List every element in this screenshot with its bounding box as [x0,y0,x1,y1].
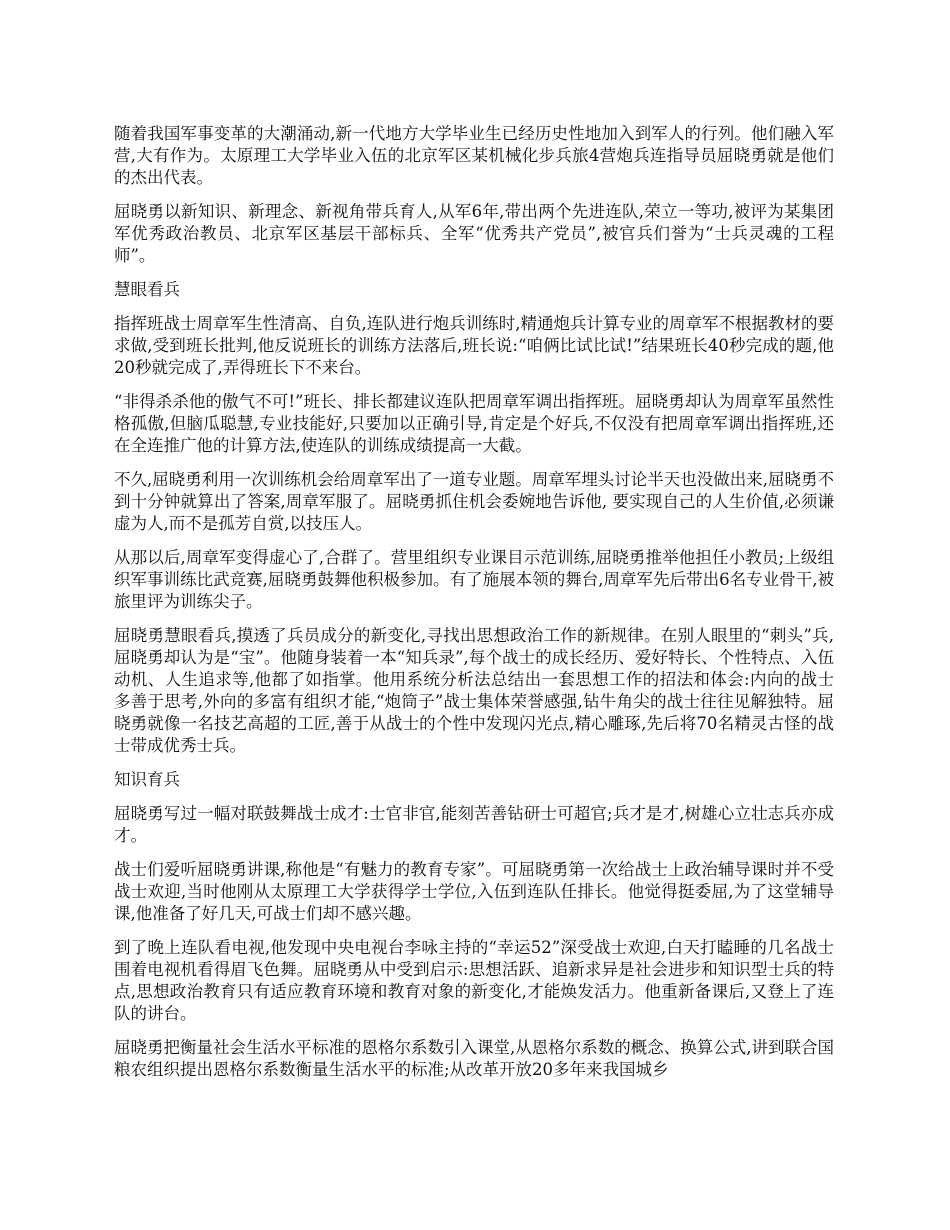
paragraph: 屈晓勇把衡量社会生活水平标准的恩格尔系数引入课堂,从恩格尔系数的概念、换算公式,讲到联合国粮农组织提出恩格尔系数衡量生活水平的标准;从改革开放20多年来我国城乡 [114,1038,834,1079]
paragraph: 到了晚上连队看电视,他发现中央电视台李咏主持的“幸运52”深受战士欢迎,白天打瞌睡的几名战士围着电视机看得眉飞色舞。屈晓勇从中受到启示:思想活跃、追新求异是社会进步和知识型士兵的特点,思想政治教育只有适应教育环境和教育对象的新变化,才能焕发活力。他重新备课后,又登上了连队的讲台。 [114,938,834,1023]
paragraph: 不久,屈晓勇利用一次训练机会给周章军出了一道专业题。周章军埋头讨论半天也没做出来,屈晓勇不到十分钟就算出了答案,周章军服了。屈晓勇抓住机会委婉地告诉他, 要实现自己的人生价值,必须谦虚为人,而不是孤芳自赏,以技压人。 [114,470,834,533]
section-heading-zhishi: 知识育兵 [114,770,180,789]
paragraph: 战士们爱听屈晓勇讲课,称他是“有魅力的教育专家”。可屈晓勇第一次给战士上政治辅导课时并不受战士欢迎,当时他刚从太原理工大学获得学士学位,入伍到连队任排长。他觉得挺委屈,为了这堂辅导课,他准备了好几天,可战士们却不感兴趣。 [114,860,834,923]
paragraph-intro: 随着我国军事变革的大潮涌动,新一代地方大学毕业生已经历史性地加入到军人的行列。他们融入军营,大有作为。太原理工大学毕业入伍的北京军区某机械化步兵旅4营炮兵连指导员屈晓勇就是他们的杰出代表。 [114,124,834,187]
paragraph: “非得杀杀他的傲气不可!”班长、排长都建议连队把周章军调出指挥班。屈晓勇却认为周章军虽然性格孤傲,但脑瓜聪慧,专业技能好,只要加以正确引导,肯定是个好兵,不仅没有把周章军调出指挥班,还在全连推广他的计算方法,使连队的训练成绩提高一大截。 [114,392,834,455]
paragraph: 指挥班战士周章军生性清高、自负,连队进行炮兵训练时,精通炮兵计算专业的周章军不根据教材的要求做,受到班长批判,他反说班长的训练方法落后,班长说:“咱俩比试比试!”结果班长40秒完成的题,他20秒就完成了,弄得班长下不来台。 [114,314,834,377]
document-page [114,123,834,1093]
paragraph: 从那以后,周章军变得虚心了,合群了。营里组织专业课目示范训练,屈晓勇推举他担任小教员;上级组织军事训练比武竞赛,屈晓勇鼓舞他积极参加。有了施展本领的舞台,周章军先后带出6名专业骨干,被旅里评为训练尖子。 [114,548,834,611]
section-heading-huiyan: 慧眼看兵 [114,280,180,299]
paragraph-summary: 屈晓勇以新知识、新理念、新视角带兵育人,从军6年,带出两个先进连队,荣立一等功,被评为某集团军优秀政治教员、北京军区基层干部标兵、全军“优秀共产党员”,被官兵们誉为“士兵灵魂的工程师”。 [114,202,834,265]
paragraph: 屈晓勇慧眼看兵,摸透了兵员成分的新变化,寻找出思想政治工作的新规律。在别人眼里的“刺头”兵,屈晓勇却认为是“宝”。他随身装着一本“知兵录”,每个战士的成长经历、爱好特长、个性特点、入伍动机、人生追求等,他都了如指掌。他用系统分析法总结出一套思想工作的招法和体会:内向的战士多善于思考,外向的多富有组织才能,“炮筒子”战士集体荣誉感强,钻牛角尖的战士往往见解独特。屈晓勇就像一名技艺高超的工匠,善于从战士的个性中发现闪光点,精心雕琢,先后将70名精灵古怪的战士带成优秀士兵。 [114,626,834,755]
paragraph: 屈晓勇写过一幅对联鼓舞战士成才:士官非官,能刻苦善钻研士可超官;兵才是才,树雄心立壮志兵亦成才。 [114,804,834,845]
